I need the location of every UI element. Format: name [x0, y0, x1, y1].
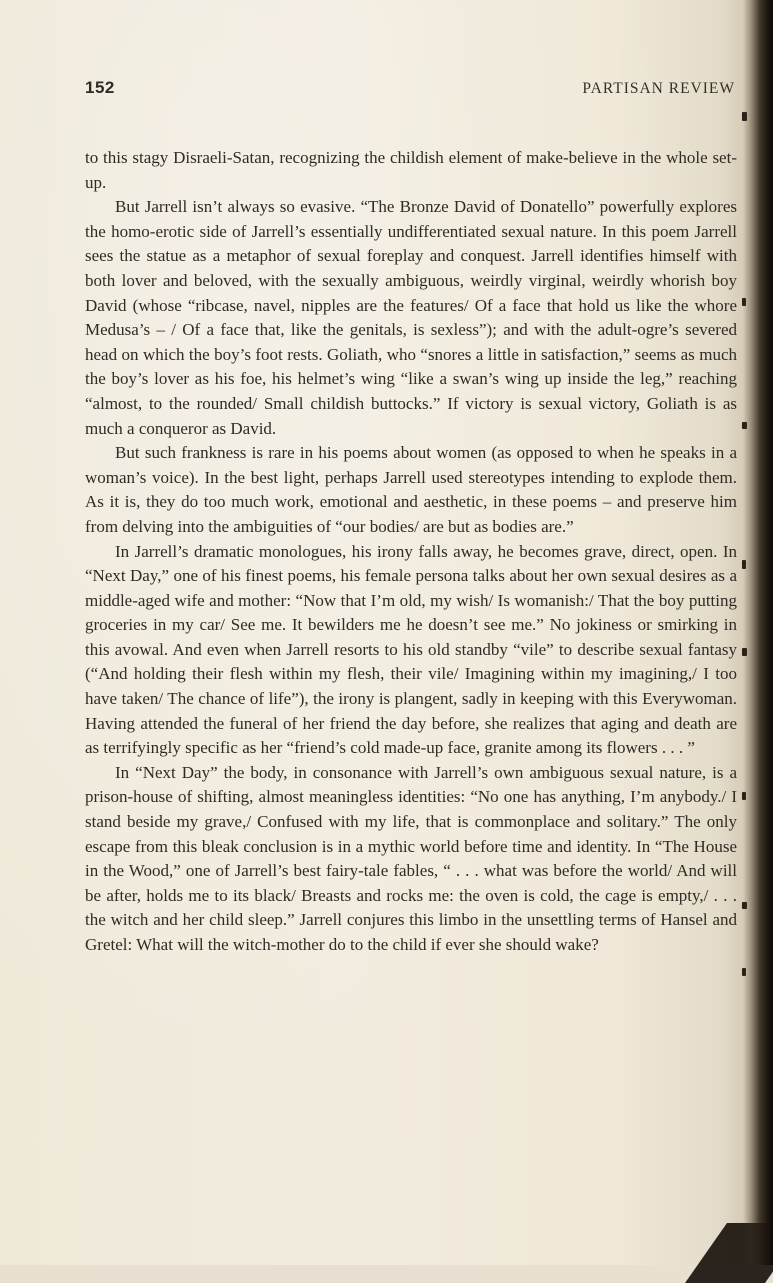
page-edge-shadow — [743, 0, 773, 1265]
body-paragraph: In “Next Day” the body, in consonance with Jarrell’s own ambiguous sexual nature, is a prison-house of shifting, almost meaningless identities: “No one has anything, I’m anybody./ I stand beside my grave,/ Confused with my life, that is commonplace and solitary.” The only escape from this bleak conclusion is in a mythic world before time and identity. In “The House in the Wood,” one of Jarrell’s best fairy-tale fables, “ . . . what was before the world/ And will be after, holds me to its black/ Breasts and rocks me: the oven is cold, the cage is empty,/ . . . the witch and her child sleep.” Jarrell conjures this limbo in the unsettling terms of Hansel and Gretel: What will the witch-mother do to the child if ever she should wake? — [85, 762, 737, 954]
body-paragraph: to this stagy Disraeli-Satan, recognizing the childish element of make-believe in the whole set-up. — [85, 148, 737, 192]
body-paragraph: But such frankness is rare in his poems about women (as opposed to when he speaks in a woman’s voice). In the best light, perhaps Jarrell used stereotypes intending to explode them. As it is, they do too much work, emotional and aesthetic, in these poems – and preserve him from delving into the ambiguities of “our bodies/ are but as bodies are.” — [85, 443, 737, 536]
page-body — [85, 146, 737, 958]
body-paragraph: In Jarrell’s dramatic monologues, his irony falls away, he becomes grave, direct, open. In “Next Day,” one of his finest poems, his female persona talks about her own sexual desires as a middle-aged wife and mother: “Now that I’m old, my wish/ Is womanish:/ That the boy putting groceries in my car/ See me. It bewilders me he doesn’t see me.” No jokiness or smirking in this avowal. And even when Jarrell resorts to his old standby “vile” to describe sexual fantasy (“And holding their flesh within my flesh, their vile/ Imagining within my imagining,/ I too have taken/ The chance of life”), the irony is plangent, sadly in keeping with this Everywoman. Having attended the funeral of her friend the day before, she realizes that aging and death are as terrifyingly specific as her “friend’s cold made-up face, granite among its flowers . . . ” — [85, 541, 737, 758]
body-paragraph: But Jarrell isn’t always so evasive. “The Bronze David of Donatello” powerfully explores the homo-erotic side of Jarrell’s essentially undifferentiated sexual nature. In this poem Jarrell sees the statue as a metaphor of sexual foreplay and conquest. Jarrell identifies himself with both lover and beloved, with the sexually ambiguous, weirdly virginal, weirdly whorish boy David (whose “ribcase, navel, nipples are the features/ Of a face that hold us like the whore Medusa’s – / Of a face that, like the genitals, is sexless”); and with the adult-ogre’s severed head on which the boy’s foot rests. Goliath, who “snores a little in satisfaction,” seems as much the boy’s lover as his foe, his helmet’s wing “like a swan’s wing up inside the leg,” reaching “almost, to the rounded/ Small childish buttocks.” If victory is sexual victory, Goliath is as much a conqueror as David. — [85, 197, 737, 438]
page-number: 152 — [85, 78, 115, 97]
journal-title: PARTISAN REVIEW — [582, 80, 735, 97]
page-header — [85, 78, 735, 98]
